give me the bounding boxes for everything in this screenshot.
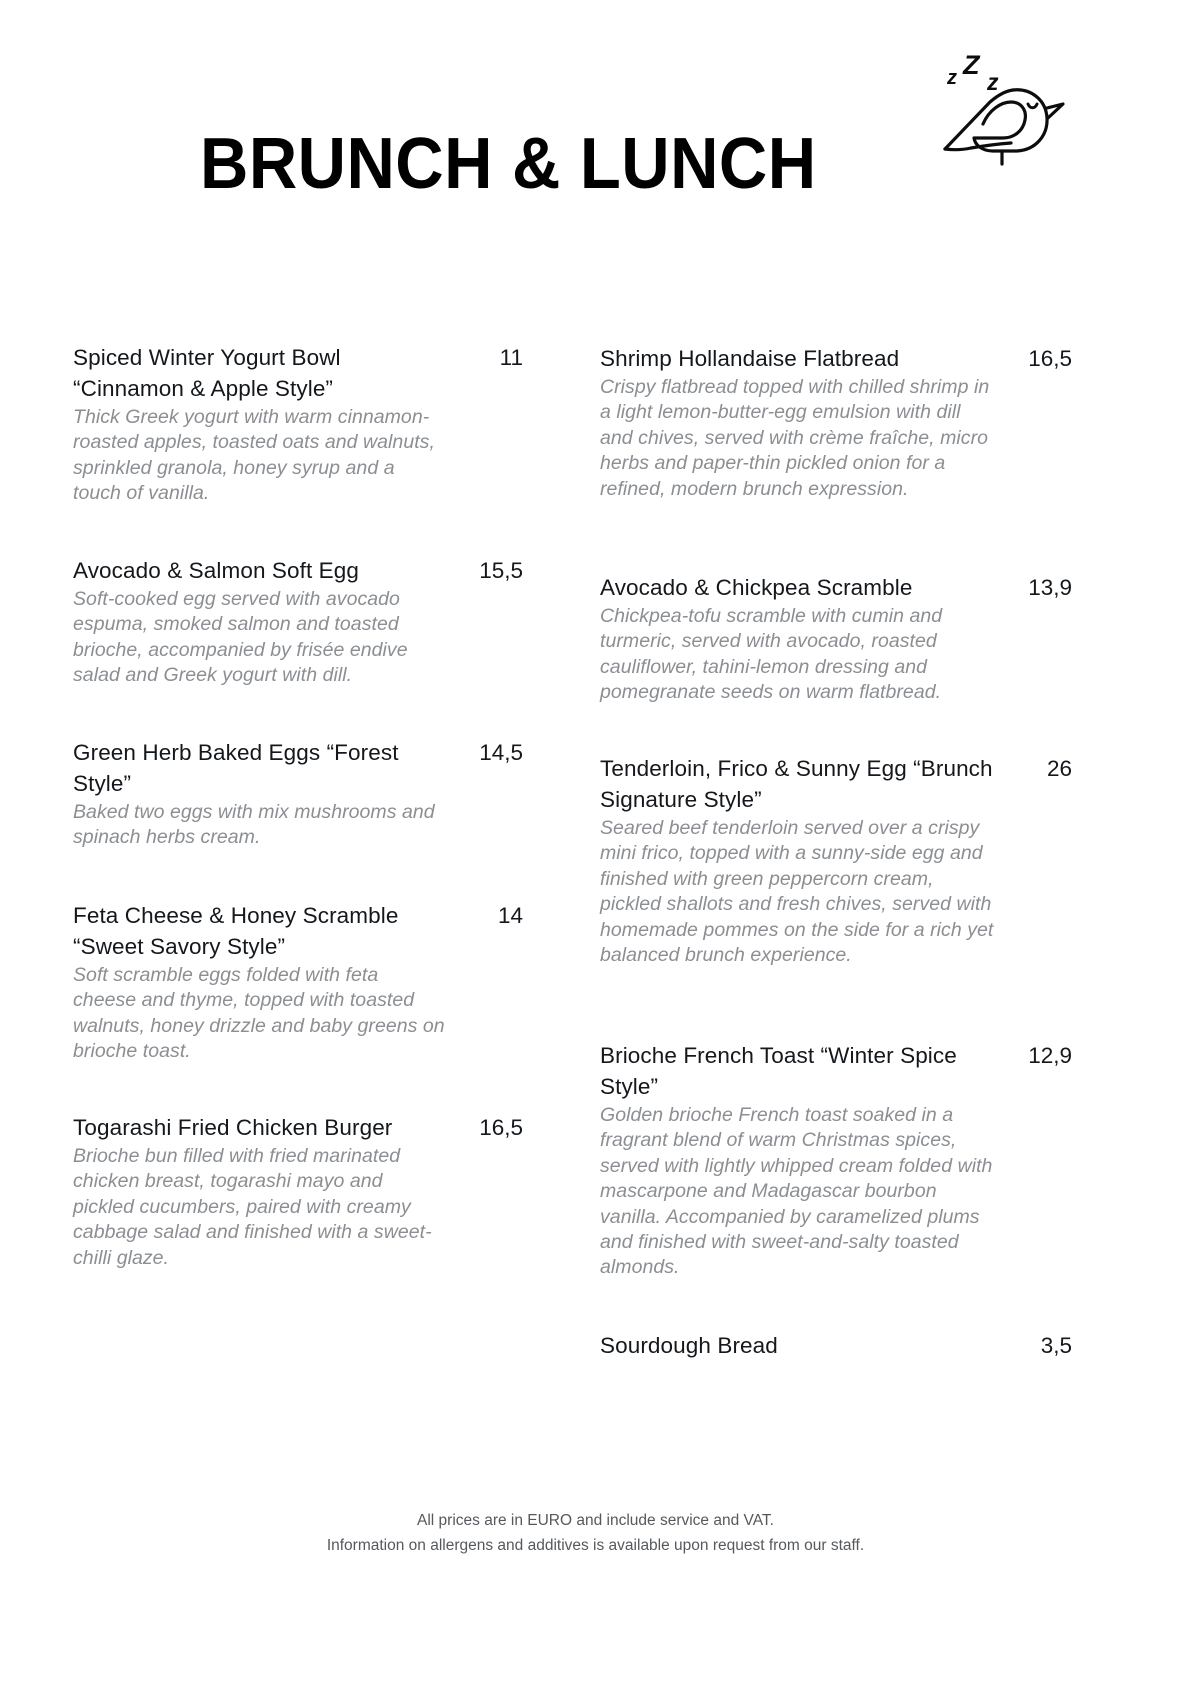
menu-item-name: Togarashi Fried Chicken Burger	[73, 1115, 393, 1140]
menu-item-description: Seared beef tenderloin served over a crispy mini frico, topped with a sunny-side egg and finished with green peppercorn cream, pickled shallots and fresh chives, served with homemade pommes on the side for a rich yet balanced brunch experience.	[600, 817, 994, 967]
menu-item-name: Avocado & Salmon Soft Egg	[73, 558, 360, 583]
menu-item[interactable]	[600, 343, 1072, 502]
menu-item-price: 16,5	[1028, 346, 1072, 371]
menu-item-header	[600, 572, 1072, 603]
menu-item-header	[73, 900, 523, 962]
menu-item-description: Soft-cooked egg served with avocado espuma, smoked salmon and toasted brioche, accompanied by frisée endive salad and Greek yogurt with dill.	[73, 588, 408, 687]
menu-item[interactable]	[600, 1330, 1072, 1361]
menu-item[interactable]	[600, 753, 1072, 968]
menu-item[interactable]	[600, 1040, 1072, 1281]
menu-item-header	[73, 737, 523, 799]
menu-item-name: Spiced Winter Yogurt Bowl “Cinnamon & Apple Style”	[73, 345, 341, 401]
menu-item[interactable]	[73, 342, 523, 507]
menu-item-header	[600, 1330, 1072, 1361]
menu-item-name: Sourdough Bread	[600, 1333, 778, 1358]
menu-item-header	[73, 555, 523, 586]
page-title: BRUNCH & LUNCH	[200, 124, 817, 204]
zzz-icon	[946, 50, 999, 95]
menu-item-name: Feta Cheese & Honey Scramble “Sweet Savory Style”	[73, 903, 399, 959]
menu-footer	[0, 1508, 1191, 1558]
menu-item-price: 14	[497, 903, 523, 928]
menu-item-description: Crispy flatbread topped with chilled shrimp in a light lemon-butter-egg emulsion with dill and chives, served with crème fraîche, micro herbs and paper-thin pickled onion for a refined, modern brunch expression.	[600, 376, 990, 500]
svg-text:z: z	[987, 69, 999, 95]
menu-item[interactable]	[73, 1112, 523, 1271]
menu-item-description: Golden brioche French toast soaked in a fragrant blend of warm Christmas spices, served with lightly whipped cream folded with mascarpone and Madagascar bourbon vanilla. Accompanied by caramelized plums and finished with sweet-and-salty toasted almonds.	[600, 1104, 993, 1279]
svg-text:Z: Z	[963, 50, 980, 80]
footer-prices-note: All prices are in EURO and include service and VAT.	[417, 1512, 774, 1529]
menu-item-price: 15,5	[479, 558, 523, 583]
menu-item[interactable]	[73, 900, 523, 1065]
menu-item-description: Soft scramble eggs folded with feta cheese and thyme, topped with toasted walnuts, honey drizzle and baby greens on brioche toast.	[73, 964, 445, 1063]
menu-item-name: Shrimp Hollandaise Flatbread	[600, 346, 900, 371]
menu-item-name: Green Herb Baked Eggs “Forest Style”	[73, 740, 399, 796]
menu-item-price: 11	[499, 345, 523, 370]
menu-item-header	[600, 343, 1072, 374]
menu-item[interactable]	[73, 737, 523, 851]
menu-item-header	[600, 753, 1072, 815]
menu-header	[0, 0, 1191, 275]
menu-item-price: 16,5	[479, 1115, 523, 1140]
menu-item-header	[73, 342, 523, 404]
menu-item-description: Chickpea-tofu scramble with cumin and turmeric, served with avocado, roasted cauliflower, tahini-lemon dressing and pomegranate seeds on warm flatbread.	[600, 605, 943, 704]
svg-text:z: z	[947, 67, 957, 89]
menu-item-description: Thick Greek yogurt with warm cinnamon-roasted apples, toasted oats and walnuts, sprinkled granola, honey syrup and a touch of vanilla.	[73, 406, 435, 505]
menu-item-price: 14,5	[479, 740, 523, 765]
menu-item-header	[73, 1112, 523, 1143]
menu-item-price: 12,9	[1028, 1043, 1072, 1068]
menu-item-price: 13,9	[1028, 575, 1072, 600]
footer-allergens-note: Information on allergens and additives is available upon request from our staff.	[326, 1537, 865, 1554]
menu-item[interactable]	[600, 572, 1072, 706]
menu-item-description: Baked two eggs with mix mushrooms and spinach herbs cream.	[73, 801, 435, 849]
menu-item-price: 26	[1046, 756, 1072, 781]
menu-item-name: Avocado & Chickpea Scramble	[600, 575, 913, 600]
menu-item-header	[600, 1040, 1072, 1102]
menu-item-name: Brioche French Toast “Winter Spice Style”	[600, 1043, 957, 1099]
menu-item-price: 3,5	[1040, 1333, 1072, 1358]
sleeping-bird-logo	[935, 42, 1065, 177]
menu-item[interactable]	[73, 555, 523, 689]
menu-item-description: Brioche bun filled with fried marinated chicken breast, togarashi mayo and pickled cucumbers, paired with creamy cabbage salad and finished with a sweet-chilli glaze.	[73, 1145, 432, 1269]
menu-item-name: Tenderloin, Frico & Sunny Egg “Brunch Signature Style”	[600, 756, 993, 812]
